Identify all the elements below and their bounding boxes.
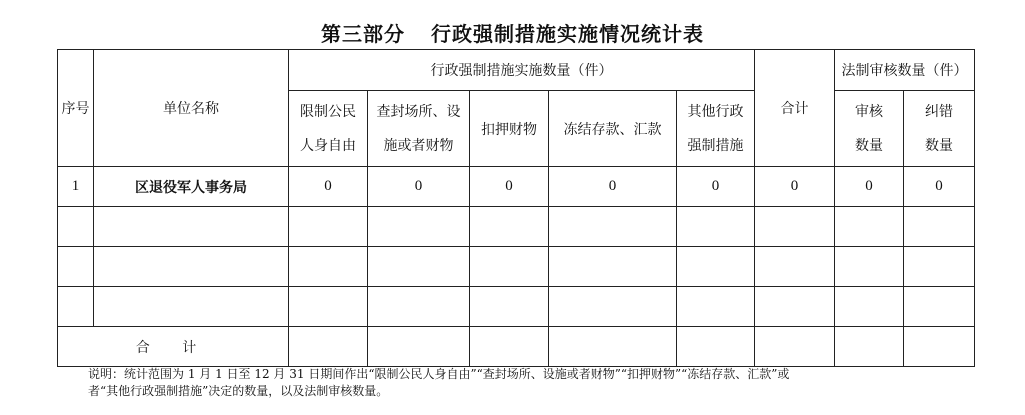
header-seq: 序号 (58, 50, 94, 167)
title-main: 行政强制措施实施情况统计表 (431, 22, 704, 46)
cell-seq: 1 (58, 167, 94, 207)
cell-other: 0 (677, 167, 755, 207)
header-seal-line1: 查封场所、设 (376, 103, 461, 120)
cell-seize: 0 (470, 167, 549, 207)
header-review-line2: 数量 (855, 137, 884, 154)
page-title (0, 18, 1025, 47)
total-row-label: 合 计 (58, 327, 289, 367)
header-unit-name: 单位名称 (94, 50, 289, 167)
cell-seal: 0 (368, 167, 470, 207)
header-other-line2: 强制措施 (687, 137, 744, 154)
header-legal-review-group: 法制审核数量（件） (835, 50, 975, 91)
statistics-table (57, 49, 975, 367)
header-restrict-line2: 人身自由 (300, 137, 356, 154)
total-row (58, 327, 975, 367)
header-restrict-freedom (289, 91, 368, 167)
header-measures-group: 行政强制措施实施数量（件） (289, 50, 755, 91)
header-review-line1: 审核 (855, 103, 884, 120)
cell-restrict: 0 (289, 167, 368, 207)
header-total: 合计 (755, 50, 835, 167)
header-review-count (835, 91, 904, 167)
cell-total: 0 (755, 167, 835, 207)
footnote-line-1: 说明：统计范围为 1 月 1 日至 12 月 31 日期间作出“限制公民人身自由”“查封场所、设施或者财物”“扣押财物”“冻结存款、汇款”或 (88, 367, 790, 381)
header-correct-line1: 纠错 (925, 103, 954, 120)
header-other (677, 91, 755, 167)
header-seize: 扣押财物 (470, 91, 549, 167)
header-seal-line2: 施或者财物 (383, 137, 454, 154)
header-restrict-line1: 限制公民 (300, 103, 356, 120)
footnote (88, 366, 968, 400)
header-other-line1: 其他行政 (687, 103, 744, 120)
header-correct-line2: 数量 (925, 137, 954, 154)
cell-freeze: 0 (549, 167, 677, 207)
header-correct-count (904, 91, 975, 167)
table-row (58, 167, 975, 207)
header-seal (368, 91, 470, 167)
header-freeze: 冻结存款、汇款 (549, 91, 677, 167)
title-part-label: 第三部分 (321, 22, 405, 46)
footnote-line-2: 者“其他行政强制措施”决定的数量，以及法制审核数量。 (88, 384, 389, 398)
empty-row (58, 247, 975, 287)
empty-row (58, 207, 975, 247)
cell-review: 0 (835, 167, 904, 207)
header-row-1 (58, 50, 975, 91)
empty-row (58, 287, 975, 327)
cell-unit-name: 区退役军人事务局 (94, 167, 289, 207)
cell-correct: 0 (904, 167, 975, 207)
